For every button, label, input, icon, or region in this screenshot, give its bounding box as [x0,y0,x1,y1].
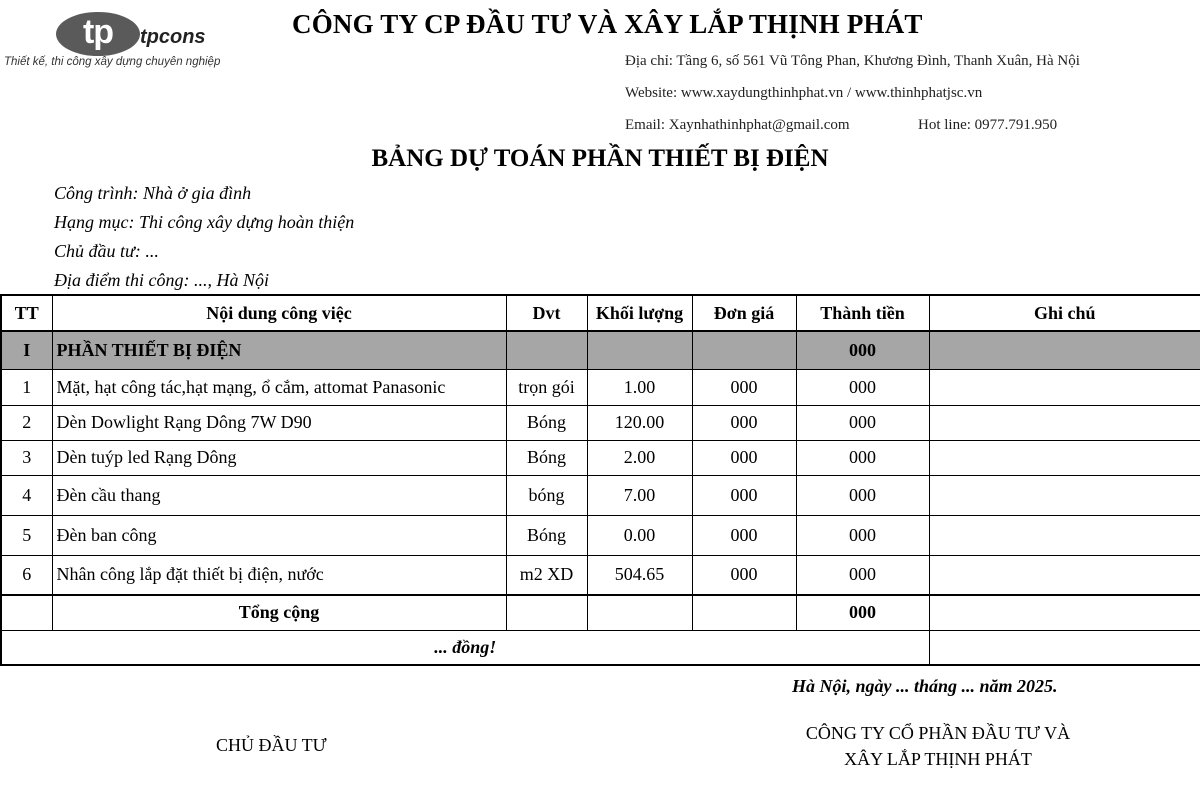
date-line: Hà Nội, ngày ... tháng ... năm 2025. [792,676,1058,696]
company-hotline: Hot line: 0977.791.950 [918,117,1058,133]
info-project: Công trình: Nhà ở gia đình [54,183,252,203]
table-row: 1 Mặt, hạt công tác,hạt mạng, ổ cắm, attomat Panasonic trọn gói 1.00 000 000 [1,369,1200,405]
section-amount: 000 [796,331,929,369]
header-qty: Khối lượng [587,295,692,331]
table-row: 4 Đèn cầu thang bóng 7.00 000 000 [1,475,1200,515]
company-email: Email: Xaynhathinhphat@gmail.com [625,117,850,133]
section-row [1,331,1200,369]
header-unit: Dvt [506,295,587,331]
section-name: PHẦN THIẾT BỊ ĐIỆN [52,331,506,369]
table-row: 2 Dèn Dowlight Rạng Dông 7W D90 Bóng 120.00 000 000 [1,405,1200,440]
section-tt: I [1,331,52,369]
table-row: 5 Đèn ban công Bóng 0.00 000 000 [1,515,1200,555]
total-label: Tổng cộng [52,595,506,630]
header-amount: Thành tiền [796,295,929,331]
document-title: BẢNG DỰ TOÁN PHẦN THIẾT BỊ ĐIỆN [371,145,829,172]
company-name: CÔNG TY CP ĐẦU TƯ VÀ XÂY LẮP THỊNH PHÁT [292,9,923,39]
logo-mark-text: tp [82,13,114,51]
table-header-row [1,295,1200,331]
table-row: 6 Nhân công lắp đặt thiết bị điện, nước m2 XD 504.65 000 000 [1,555,1200,595]
total-row [1,595,1200,630]
company-signature-line-1: CÔNG TY CỔ PHẦN ĐẦU TƯ VÀ [805,723,1071,743]
amount-in-words: ... đồng! [434,636,497,657]
header-price: Đơn giá [692,295,796,331]
company-signature-label [762,720,1114,772]
total-amount: 000 [796,595,929,630]
info-category: Hạng mục: Thi công xây dựng hoàn thiện [54,212,355,232]
header-tt: TT [1,295,52,331]
estimate-table [0,294,1200,666]
logo-name: tpcons [140,26,206,48]
owner-signature-label: CHỦ ĐẦU TƯ [216,735,327,755]
table-row: 3 Dèn tuýp led Rạng Dông Bóng 2.00 000 000 [1,440,1200,475]
header-content: Nội dung công việc [52,295,506,331]
amount-in-words-row [1,630,1200,665]
info-location: Địa điểm thi công: ..., Hà Nội [54,270,269,290]
company-website: Website: www.xaydungthinhphat.vn / www.thinhphatjsc.vn [625,85,983,101]
company-address: Địa chỉ: Tầng 6, số 561 Vũ Tông Phan, Khương Đình, Thanh Xuân, Hà Nội [625,53,1080,69]
company-signature-line-2: XÂY LẮP THỊNH PHÁT [844,749,1032,769]
logo-slogan: Thiết kế, thi công xây dựng chuyên nghiệp [4,56,221,68]
info-owner: Chủ đầu tư: ... [54,241,159,261]
header-note: Ghi chú [929,295,1200,331]
